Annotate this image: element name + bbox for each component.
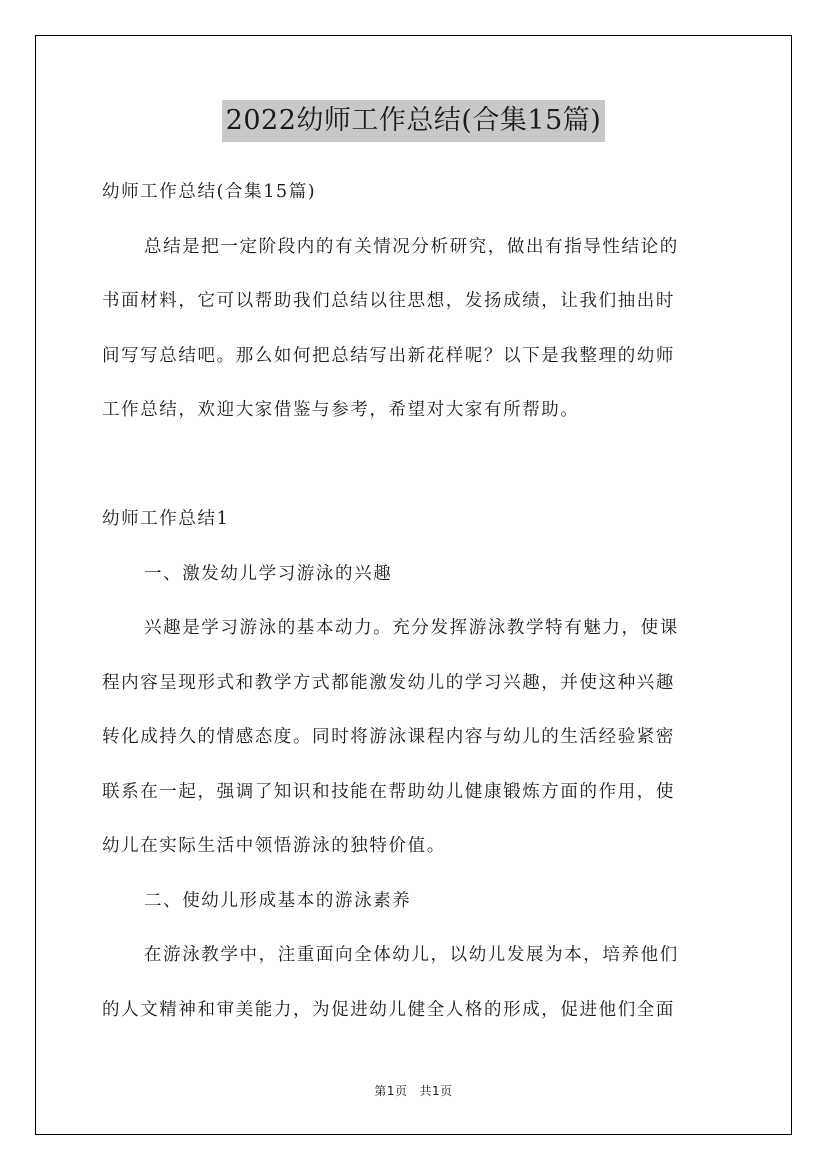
intro-line: 间写写总结吧。那么如何把总结写出新花样呢？以下是我整理的幼师 <box>102 345 675 366</box>
page-number: 第1页 <box>374 1084 408 1098</box>
paragraph-line: 幼儿在实际生活中领悟游泳的独特价值。 <box>102 836 446 856</box>
document-body <box>102 174 727 1046</box>
intro-line: 总结是把一定阶段内的有关情况分析研究，做出有指导性结论的 <box>144 236 679 257</box>
page-footer <box>0 1082 827 1099</box>
intro-line: 工作总结，欢迎大家借鉴与参考，希望对大家有所帮助。 <box>102 400 580 420</box>
paragraph-line: 联系在一起，强调了知识和技能在帮助幼儿健康锻炼方面的作用，使 <box>102 781 675 802</box>
title-container <box>0 100 827 142</box>
intro-line: 书面材料，它可以帮助我们总结以往思想，发扬成绩，让我们抽出时 <box>102 291 675 311</box>
point-heading: 一、激发幼儿学习游泳的兴趣 <box>144 563 393 584</box>
paragraph-line: 的人文精神和审美能力，为促进幼儿健全人格的形成，促进他们全面 <box>102 999 675 1020</box>
paragraph-line: 在游泳教学中，注重面向全体幼儿，以幼儿发展为本，培养他们 <box>144 945 679 965</box>
page-total: 共1页 <box>419 1084 453 1098</box>
point-heading: 二、使幼儿形成基本的游泳素养 <box>144 890 412 911</box>
document-subtitle: 幼师工作总结(合集15篇) <box>102 182 317 202</box>
document-title: 2022幼师工作总结(合集15篇) <box>222 100 606 142</box>
paragraph-line: 程内容呈现形式和教学方式都能激发幼儿的学习兴趣，并使这种兴趣 <box>102 672 675 693</box>
paragraph-line: 兴趣是学习游泳的基本动力。充分发挥游泳教学特有魅力，使课 <box>144 618 679 638</box>
paragraph-line: 转化成持久的情感态度。同时将游泳课程内容与幼儿的生活经验紧密 <box>102 727 675 747</box>
blank-line <box>102 447 727 502</box>
section-heading: 幼师工作总结1 <box>102 509 230 529</box>
